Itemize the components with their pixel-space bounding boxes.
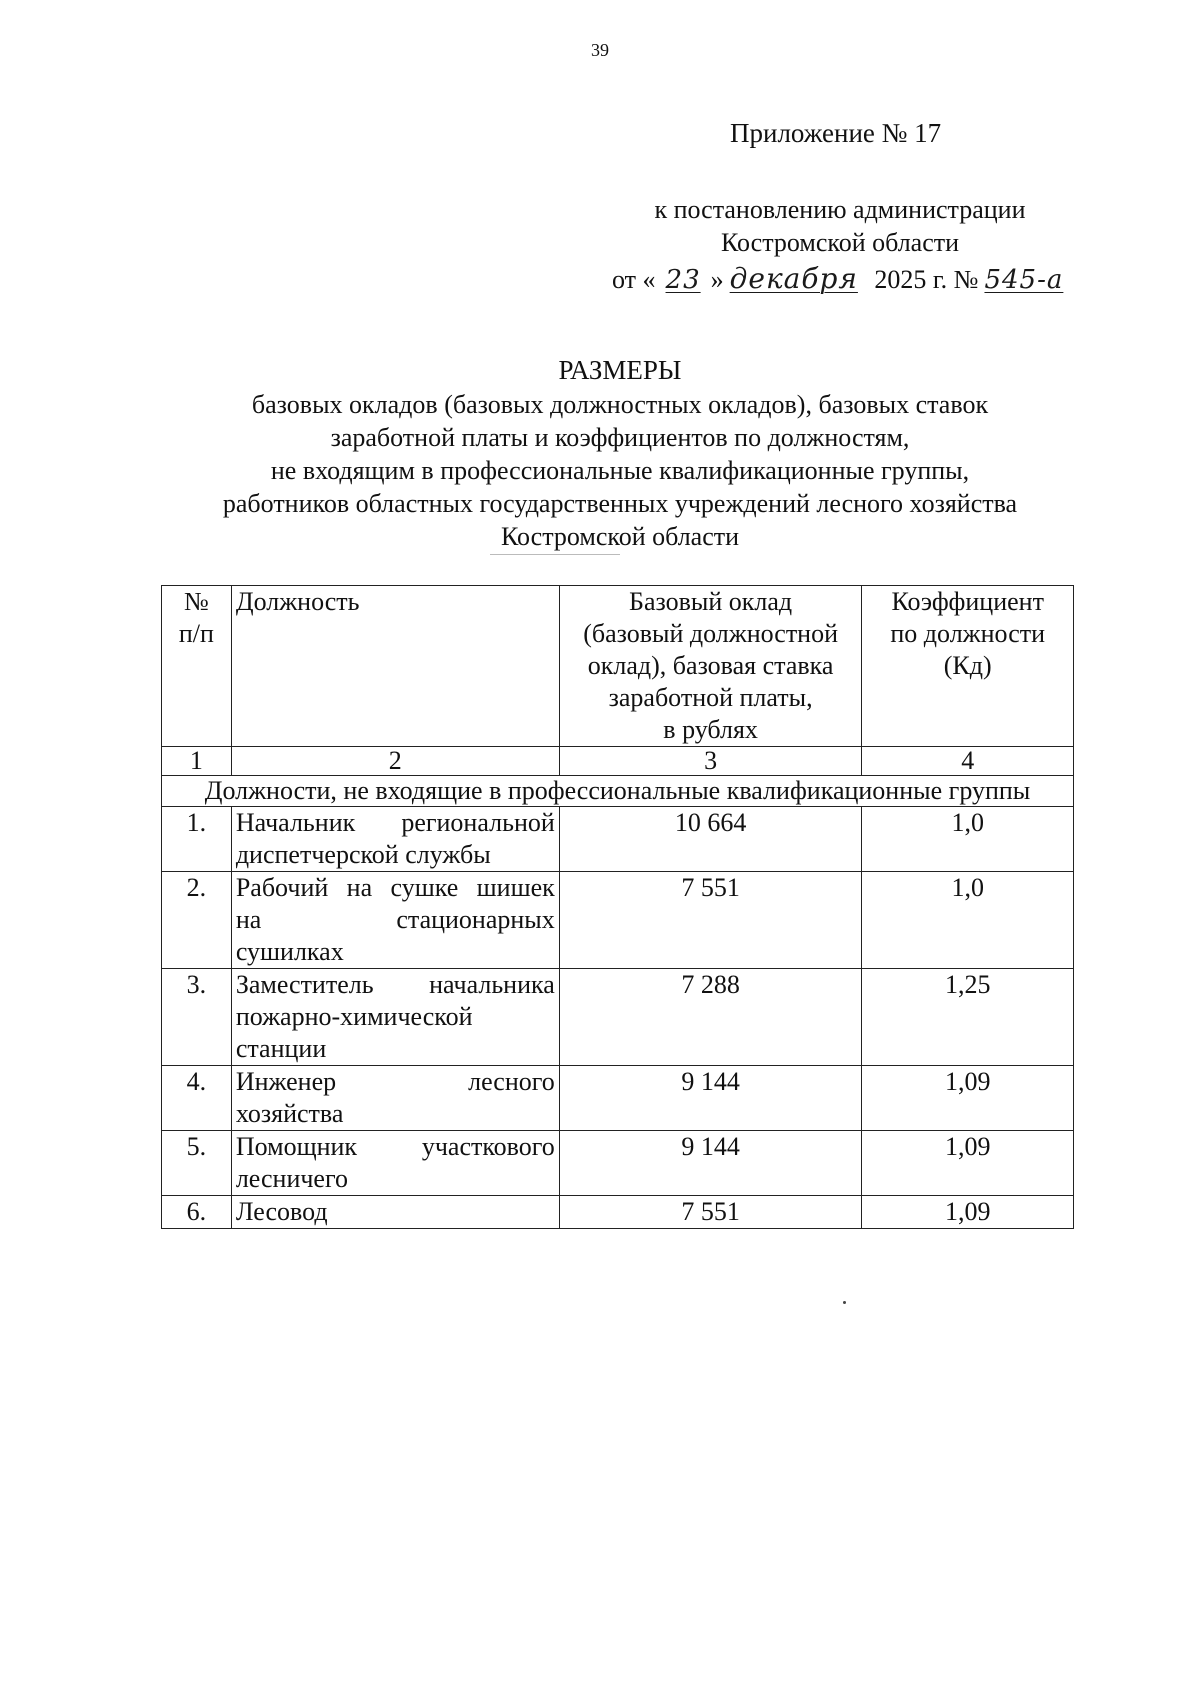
column-number: 4 — [862, 747, 1074, 776]
position-line: Инженер лесного — [235, 1067, 555, 1096]
section-row — [162, 776, 1074, 807]
subtitle-line: работников областных государственных учреждений лесного хозяйства — [222, 489, 1018, 518]
position-line: Лесовод — [235, 1197, 328, 1226]
row-number: 4. — [162, 1066, 232, 1131]
section-title: Должности, не входящие в профессиональные квалификационные группы — [162, 776, 1074, 807]
row-salary: 7 551 — [559, 1196, 862, 1229]
position-line: Заместитель начальника — [235, 970, 555, 999]
position-line: Помощник участкового — [235, 1132, 555, 1161]
row-coefficient: 1,09 — [862, 1066, 1074, 1131]
page-number: 39 — [591, 40, 609, 60]
handwritten-month: декабря — [729, 262, 858, 295]
header-num-line: п/п — [178, 619, 214, 648]
header-salary-line: заработной платы, — [608, 683, 813, 712]
row-number: 1. — [162, 807, 232, 872]
subtitle-line: заработной платы и коэффициентов по должностям, — [330, 423, 910, 452]
table-row — [162, 1131, 1074, 1196]
header-coefficient — [862, 586, 1074, 747]
salary-table — [161, 585, 1074, 1229]
decree-reference — [600, 193, 1080, 259]
row-coefficient: 1,09 — [862, 1131, 1074, 1196]
table-row — [162, 872, 1074, 969]
column-number: 3 — [559, 747, 862, 776]
column-number: 2 — [231, 747, 559, 776]
header-salary-line: в рублях — [663, 715, 758, 744]
decree-line-1: к постановлению администрации — [654, 195, 1026, 224]
row-salary: 10 664 — [559, 807, 862, 872]
position-line: лесничего — [235, 1164, 348, 1193]
subtitle-line: базовых окладов (базовых должностных окладов), базовых ставок — [251, 390, 989, 419]
row-number: 5. — [162, 1131, 232, 1196]
subtitle-line: не входящим в профессиональные квалификационные группы, — [270, 456, 970, 485]
row-position — [231, 969, 559, 1066]
column-number-row — [162, 747, 1074, 776]
row-position — [231, 1066, 559, 1131]
row-coefficient: 1,09 — [862, 1196, 1074, 1229]
row-salary: 9 144 — [559, 1066, 862, 1131]
header-position: Должность — [231, 586, 559, 747]
table-row — [162, 969, 1074, 1066]
subtitle-line: Костромской области — [500, 522, 740, 551]
header-coef-line: (Кд) — [943, 651, 992, 680]
scan-separator-mark — [490, 554, 620, 555]
row-position — [231, 807, 559, 872]
row-salary: 9 144 — [559, 1131, 862, 1196]
header-num-line: № — [184, 587, 209, 616]
decree-date-line — [612, 262, 1069, 295]
header-salary-line: Базовый оклад — [629, 587, 793, 616]
row-number: 6. — [162, 1196, 232, 1229]
scan-dot-mark — [843, 1301, 846, 1304]
position-line: на стационарных — [235, 905, 555, 934]
table-row — [162, 807, 1074, 872]
position-line: пожарно-химической — [235, 1002, 473, 1031]
row-number: 2. — [162, 872, 232, 969]
date-prefix: от « — [612, 265, 656, 294]
date-quote-close: » — [710, 265, 724, 294]
row-coefficient: 1,0 — [862, 807, 1074, 872]
column-number: 1 — [162, 747, 232, 776]
row-position — [231, 1196, 559, 1229]
header-coef-line: Коэффициент — [891, 587, 1044, 616]
document-subtitle — [150, 388, 1090, 553]
position-line: Начальник региональной — [235, 808, 555, 837]
header-coef-line: по должности — [890, 619, 1046, 648]
header-salary-line: (базовый должностной — [583, 619, 839, 648]
header-salary — [559, 586, 862, 747]
position-line: хозяйства — [235, 1099, 344, 1128]
handwritten-decree-number: 545-а — [984, 265, 1064, 295]
row-position — [231, 872, 559, 969]
date-year: 2025 г. № — [874, 265, 979, 294]
header-salary-line: оклад), базовая ставка — [587, 651, 834, 680]
decree-line-2: Костромской области — [720, 228, 960, 257]
table-header-row — [162, 586, 1074, 747]
position-line: Рабочий на сушке шишек — [235, 873, 555, 902]
row-salary: 7 551 — [559, 872, 862, 969]
table-row — [162, 1066, 1074, 1131]
appendix-label: Приложение № 17 — [730, 118, 942, 148]
row-coefficient: 1,25 — [862, 969, 1074, 1066]
table-row — [162, 1196, 1074, 1229]
position-line: станции — [235, 1034, 327, 1063]
position-line: сушилках — [235, 937, 344, 966]
row-number: 3. — [162, 969, 232, 1066]
header-num — [162, 586, 232, 747]
position-line: диспетчерской службы — [235, 840, 491, 869]
row-position — [231, 1131, 559, 1196]
row-salary: 7 288 — [559, 969, 862, 1066]
document-title: РАЗМЕРЫ — [558, 355, 682, 385]
row-coefficient: 1,0 — [862, 872, 1074, 969]
handwritten-day: 23 — [665, 265, 701, 295]
